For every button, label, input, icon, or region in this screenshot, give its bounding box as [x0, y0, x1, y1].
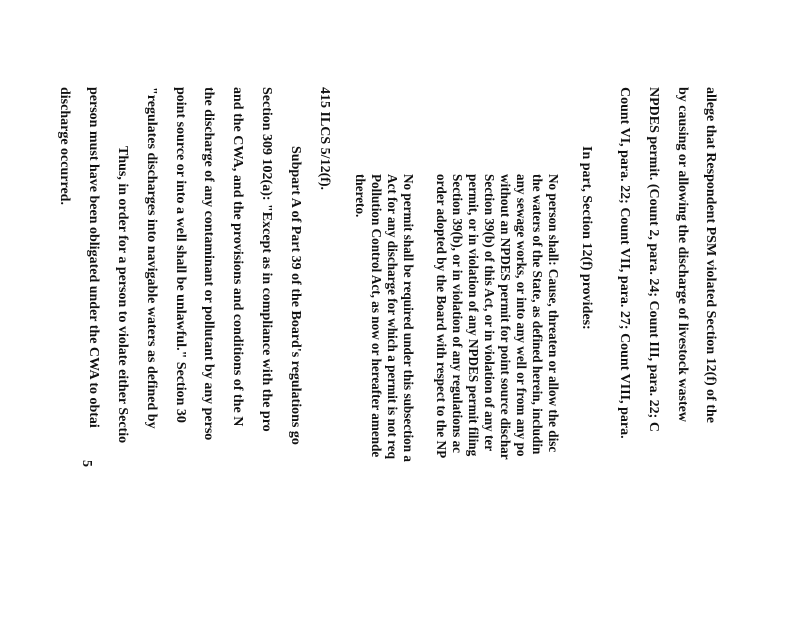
text-line: and the CWA, and the provisions and conditions of the N — [230, 87, 245, 427]
page-number: 5 — [79, 460, 94, 467]
text-line: by causing or allowing the discharge of livestock wastew — [675, 87, 690, 422]
text-line: the discharge of any contaminant or pollutant by any perso — [201, 87, 216, 441]
quote-line: Act for any discharge for which a permit is not req — [385, 174, 400, 459]
text-line: "regulates discharges into navigable waters as defined by — [144, 87, 159, 429]
text-line: allege that Respondent PSM violated Section 12(f) of the — [703, 87, 718, 423]
quote-line: Section 39(b) of this Act, or in violation of any ter — [482, 174, 497, 452]
quote-line: order adopted by the Board with respect to the NP — [434, 174, 449, 459]
quote-line: thereto. — [353, 174, 368, 218]
quote-line: No permit shall be required under this subsection a — [401, 174, 416, 462]
quote-line: No person shall: Cause, threaten or allow the disc — [546, 174, 561, 453]
section-intro: In part, Section 12(f) provides: — [579, 146, 594, 330]
quote-line: Section 39(b), or in violation of any regulations ac — [450, 174, 465, 454]
text-line: point source or into a well shall be unlawful." Section 30 — [173, 87, 188, 423]
text-line: Subpart A of Part 39 of the Board's regulations go — [288, 146, 303, 445]
citation: 415 ILCS 5/12(f). — [317, 87, 332, 191]
quote-line: permit, or in violation of any NPDES permit filing — [466, 174, 481, 457]
text-line: Count VI, para. 22; Count VII, para. 27; Count VIII, para. — [617, 87, 632, 439]
quote-line: the waters of the State, as defined herein, includin — [530, 174, 545, 455]
quote-line: Pollution Control Act, as now or hereafter amende — [369, 174, 384, 458]
text-line: discharge occurred. — [57, 87, 72, 205]
text-line: Thus, in order for a person to violate either Sectio — [115, 146, 130, 444]
text-line: Section 309 102(a): "Except as in compliance with the pro — [259, 87, 274, 432]
quote-line: without an NPDES permit for point source dischar — [498, 174, 513, 460]
text-line: NPDES permit. (Count 2, para. 24; Count III, para. 22; C — [646, 87, 661, 432]
text-line: person must have been obligated under the CWA to obtai — [86, 87, 101, 428]
quote-line: any sewage works, or into any well or from any po — [514, 174, 529, 457]
